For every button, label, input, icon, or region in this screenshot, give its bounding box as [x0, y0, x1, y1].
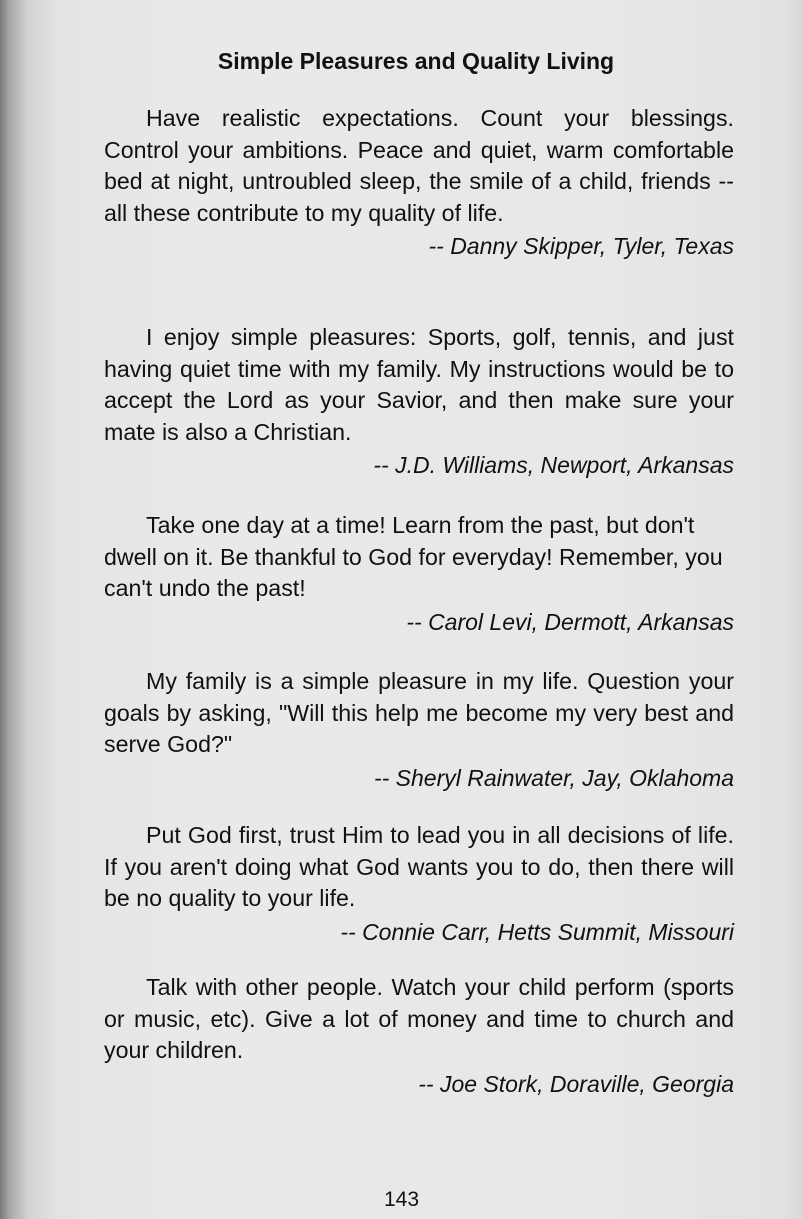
quote-entry — [104, 322, 734, 481]
quote-attribution: -- Danny Skipper, Tyler, Texas — [428, 233, 734, 259]
quote-entry — [104, 103, 734, 262]
quote-attribution: -- J.D. Williams, Newport, Arkansas — [373, 452, 734, 478]
quote-entry — [104, 666, 734, 794]
quote-text: Put God first, trust Him to lead you in all decisions of life. If you aren't doing what God wants you to do, then there will be no quality to your life. — [104, 822, 734, 911]
quote-entry — [104, 972, 734, 1100]
quote-text: Talk with other people. Watch your child perform (sports or music, etc). Give a lot of money and time to church and your children. — [104, 974, 734, 1063]
quote-attribution: -- Carol Levi, Dermott, Arkansas — [406, 608, 734, 635]
quote-entry — [104, 820, 734, 948]
page-title: Simple Pleasures and Quality Living — [217, 48, 615, 74]
quote-attribution: -- Sheryl Rainwater, Jay, Oklahoma — [373, 764, 734, 791]
quote-text: I enjoy simple pleasures: Sports, golf, tennis, and just having quiet time with my family. My instructions would be to accept the Lord as your Savior, and then make sure your mate is also a Christian. — [104, 324, 734, 445]
quote-text: Take one day at a time! Learn from the past, but don't dwell on it. Be thankful to God for everyday! Remember, you can't undo the past! — [104, 512, 723, 601]
quote-entry — [104, 510, 734, 638]
quote-attribution: -- Connie Carr, Hetts Summit, Missouri — [340, 918, 734, 945]
quote-text: Have realistic expectations. Count your blessings. Control your ambitions. Peace and quiet, warm comfortable bed at night, untroubled sleep, the smile of a child, friends -- all these contribute to my quality of life. — [104, 105, 734, 226]
page-number: 143 — [383, 1188, 420, 1211]
quote-attribution: -- Joe Stork, Doraville, Georgia — [418, 1070, 734, 1097]
quote-text: My family is a simple pleasure in my life. Question your goals by asking, "Will this help me become my very best and serve God?" — [104, 668, 734, 757]
